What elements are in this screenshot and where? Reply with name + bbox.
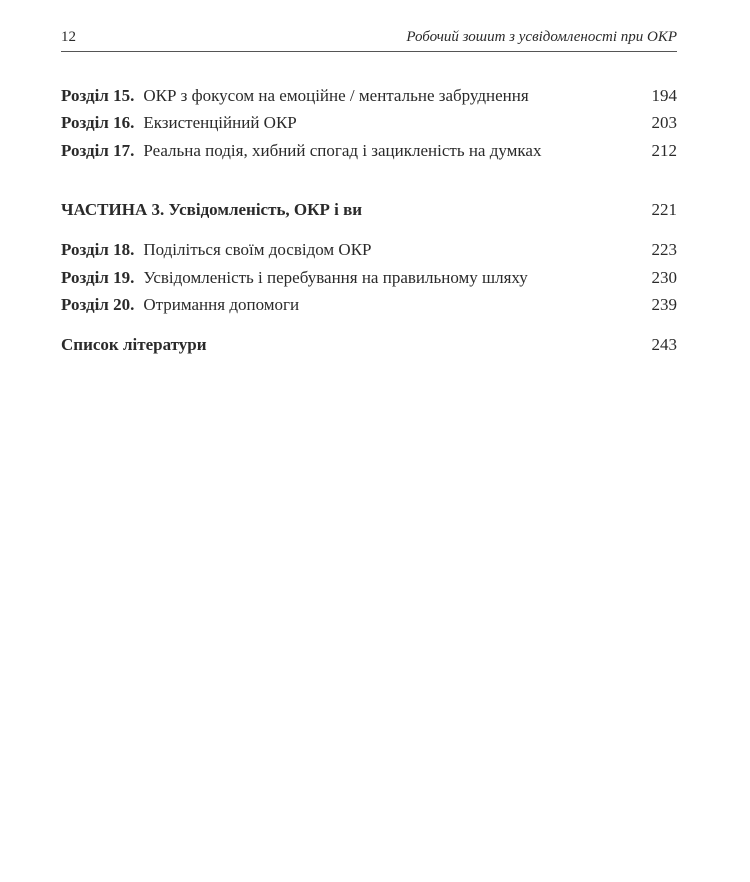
chapter-number: Розділ 18. (61, 240, 135, 259)
page-reference: 221 (651, 200, 677, 219)
chapter-title: Отримання допомоги (143, 295, 300, 314)
page-header (61, 29, 677, 52)
chapter-title: Реальна подія, хибний спогад і зацикленість на думках (143, 141, 542, 160)
chapter-title: ОКР з фокусом на емоційне / ментальне забруднення (143, 86, 529, 105)
part-title: ЧАСТИНА 3. Усвідомленість, ОКР і ви (61, 200, 363, 219)
toc-entry-chapter-17[interactable] (61, 140, 677, 162)
toc-entry-chapter-16[interactable] (61, 112, 677, 134)
chapter-title: Усвідомленість і перебування на правильному шляху (143, 268, 528, 287)
chapter-title: Екзистенційний ОКР (143, 113, 297, 132)
toc-entry-chapter-20[interactable] (61, 294, 677, 316)
toc-entry-part-3[interactable] (61, 199, 677, 221)
toc-entry-chapter-18[interactable] (61, 239, 677, 261)
toc-entry-chapter-15[interactable] (61, 85, 677, 107)
page-reference: 223 (651, 240, 677, 259)
chapter-number: Розділ 15. (61, 86, 135, 105)
toc-entry-references[interactable] (61, 334, 677, 356)
page-reference: 194 (651, 86, 677, 105)
chapter-title: Поділіться своїм досвідом ОКР (143, 240, 372, 259)
page-reference: 203 (651, 113, 677, 132)
page-number: 12 (61, 29, 76, 45)
chapter-number: Розділ 19. (61, 268, 135, 287)
page-reference: 243 (651, 335, 677, 354)
running-title: Робочий зошит з усвідомленості при ОКР (406, 29, 677, 45)
chapter-number: Розділ 20. (61, 295, 135, 314)
references-title: Список літератури (61, 335, 207, 354)
toc-entry-chapter-19[interactable] (61, 267, 677, 289)
page-reference: 230 (651, 268, 677, 287)
page-reference: 212 (651, 141, 677, 160)
page-reference: 239 (651, 295, 677, 314)
chapter-number: Розділ 16. (61, 113, 135, 132)
chapter-number: Розділ 17. (61, 141, 135, 160)
